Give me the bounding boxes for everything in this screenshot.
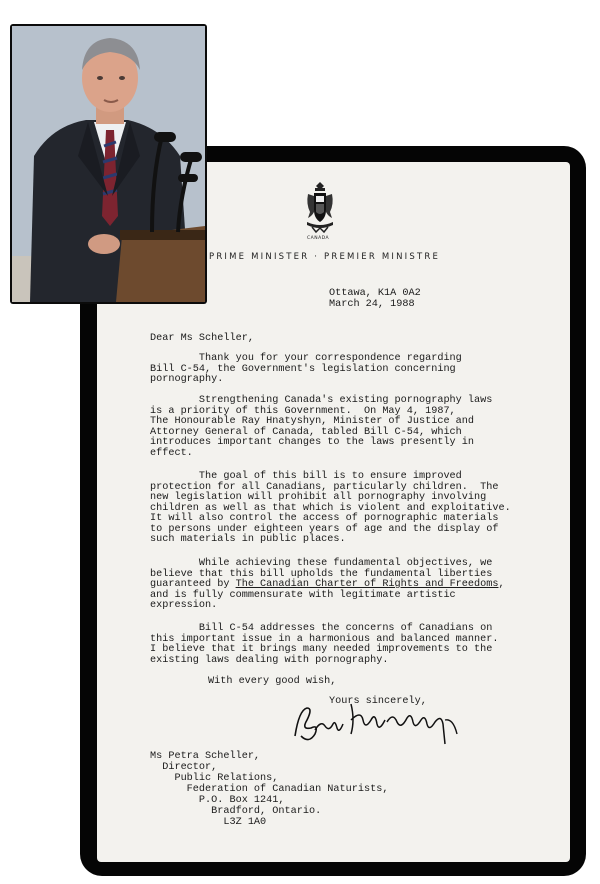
office-title: PRIME MINISTER · PREMIER MINISTRE xyxy=(209,252,441,262)
paragraph-5: Bill C-54 addresses the concerns of Canadians on this important issue in a harmonious and balanced manner. I believe that it brings many needed improvements to the existing laws dealing with pornography. xyxy=(150,623,499,666)
paragraph-3: The goal of this bill is to ensure improved protection for all Canadians, particularly children. The new legislation will prohibit all pornography involving children as well as that which is violent and exploitative. It will also control the access of pornographic materials to persons under eighteen years of age and the display of such materials in public places. xyxy=(150,471,511,545)
recipient-title: Director, xyxy=(150,762,218,773)
closing-sincerely: Yours sincerely, xyxy=(329,696,427,707)
paragraph-2: Strengthening Canada's existing pornography laws is a priority of this Government. On May 4, 1987, The Honourable Ray Hnatyshyn, Minister of Justice and Attorney General of Canada, tabled Bill C-54, which introduces important changes to the laws presently in effect. xyxy=(150,395,493,459)
paragraph-4-text-a: While achieving these fundamental objectives, we believe that this bill upholds the fundamental liberties guaranteed by xyxy=(150,558,493,590)
letter-date: March 24, 1988 xyxy=(329,299,415,310)
paragraph-4 xyxy=(150,559,505,612)
crest-label: CANADA xyxy=(307,236,330,241)
recipient-department: Public Relations, xyxy=(150,773,279,784)
recipient-postal-code: L3Z 1A0 xyxy=(150,817,267,828)
recipient-po-box: P.O. Box 1241, xyxy=(150,795,285,806)
recipient-organization: Federation of Canadian Naturists, xyxy=(150,784,389,795)
paragraph-1: Thank you for your correspondence regarding Bill C-54, the Government's legislation concerning pornography. xyxy=(150,353,462,385)
recipient-name: Ms Petra Scheller, xyxy=(150,751,261,762)
signature xyxy=(285,690,475,752)
speaker-photo xyxy=(12,26,205,302)
salutation: Dear Ms Scheller, xyxy=(150,333,254,344)
recipient-city: Bradford, Ontario. xyxy=(150,806,322,817)
address-line: Ottawa, K1A 0A2 xyxy=(329,288,421,299)
coat-of-arms-icon xyxy=(302,182,338,240)
closing-wish: With every good wish, xyxy=(208,676,337,687)
paragraph-4-text-b: , and is fully commensurate with legitimate artistic expression. xyxy=(150,579,505,611)
charter-reference: The Canadian Charter of Rights and Freedoms xyxy=(235,579,499,590)
